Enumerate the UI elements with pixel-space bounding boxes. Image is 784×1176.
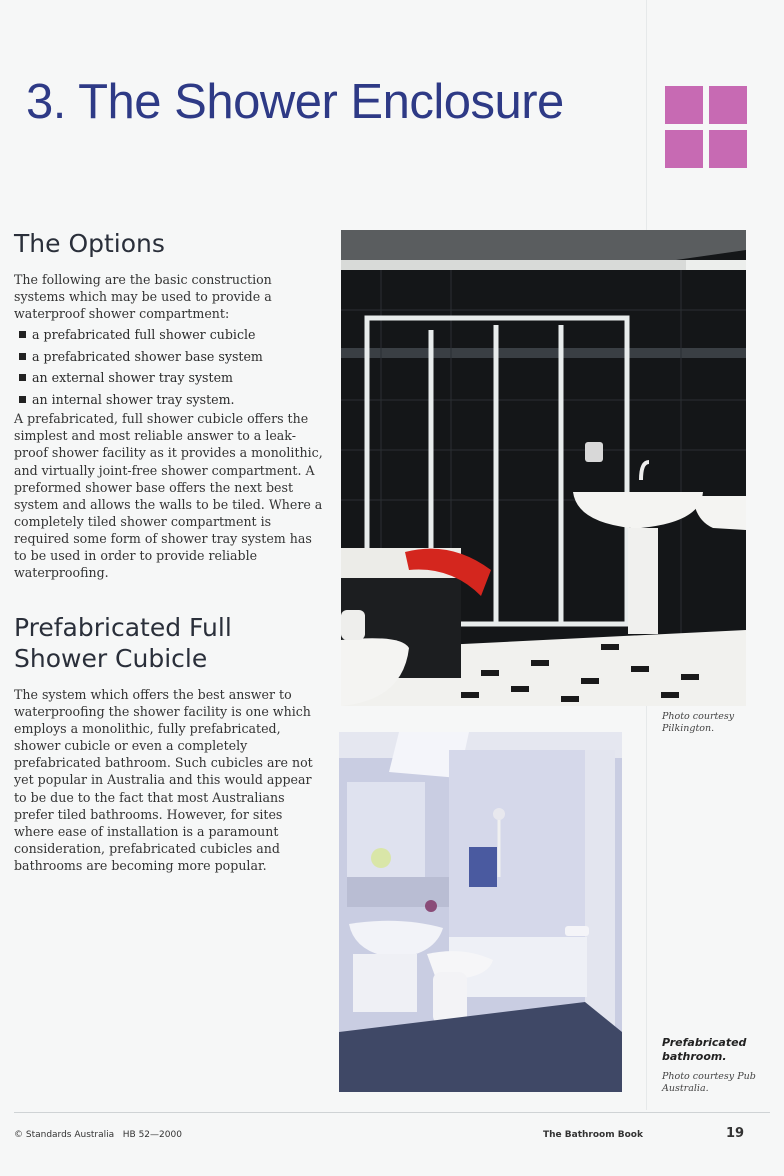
list-item: a prefabricated shower base system — [14, 346, 326, 368]
options-heading: The Options — [14, 229, 165, 258]
options-intro: The following are the basic construction systems which may be used to provide a waterproof shower compartment: — [14, 272, 272, 322]
cubicle-heading-line1: Prefabricated Full — [14, 613, 232, 642]
cubicle-heading-line2: Shower Cubicle — [14, 644, 208, 673]
page-title: 3. The Shower Enclosure — [26, 75, 564, 129]
options-body: A prefabricated, full shower cubicle offers the simplest and most reliable answer to a leak-proof shower facility as it provides a monolithic, and virtually joint-free shower compartment. A preformed shower base offers the next best system and allows the walls to be tiled. Where a completely tiled shower compartment is required some form of shower tray system has to be used in order to provide reliable waterproofing. — [14, 411, 323, 581]
footer-copyright: © Standards Australia HB 52—2000 — [14, 1130, 182, 1140]
page-number: 19 — [726, 1126, 745, 1141]
chapter-logo — [665, 86, 747, 168]
cubicle-section — [14, 612, 326, 874]
photo-tiled-bathroom — [341, 230, 746, 706]
options-list — [14, 324, 326, 410]
photo-credit-bottom: Photo courtesy Pub Australia. — [662, 1071, 756, 1094]
list-item: an external shower tray system — [14, 367, 326, 389]
footer-rule — [14, 1112, 770, 1113]
photo-prefab-bathroom — [339, 732, 622, 1092]
photo-credit-top: Photo courtesy Pilkington. — [662, 711, 735, 734]
list-item: an internal shower tray system. — [14, 389, 326, 411]
footer-book-title: The Bathroom Book — [543, 1130, 643, 1140]
photo-title-bottom: Prefabricated bathroom. — [662, 1036, 747, 1063]
options-section — [14, 228, 326, 581]
list-item: a prefabricated full shower cubicle — [14, 324, 326, 346]
cubicle-body: The system which offers the best answer to waterproofing the shower facility is one which employs a monolithic, fully prefabricated, shower cubicle or even a completely prefabricated bathroom. Such cubicles are not yet popular in Australia and this would appear to be due to the fact that most Australians prefer tiled bathrooms. However, for sites where ease of installation is a paramount consideration, prefabricated cubicles and bathrooms are becoming more popular. — [14, 687, 313, 873]
